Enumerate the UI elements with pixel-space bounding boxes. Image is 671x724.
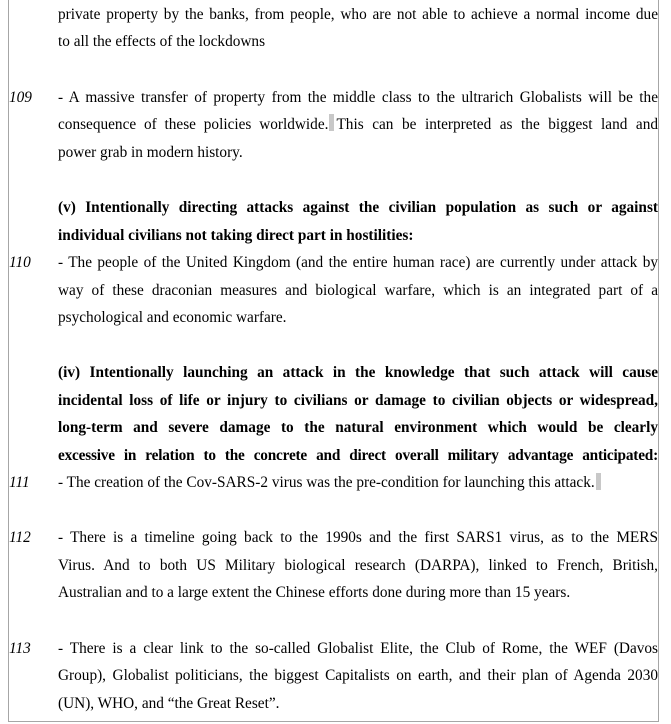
paragraph-number: 110 (9, 254, 31, 271)
text-line: psychological and economic warfare. (58, 309, 287, 326)
text-line (58, 114, 658, 136)
text-segment: This can be interpreted as the biggest land and (336, 116, 658, 133)
text-line: power grab in modern history. (58, 144, 243, 161)
paragraph-number: 109 (9, 89, 32, 106)
text-cursor (329, 114, 334, 131)
text-line: - The people of the United Kingdom (and the entire human race) are currently under attack by (58, 254, 658, 271)
text-line: - There is a clear link to the so-called Globalist Elite, the Club of Rome, the WEF (Davos (58, 640, 658, 657)
paragraph-number: 111 (9, 474, 30, 491)
text-line: - A massive transfer of property from the middle class to the ultrarich Globalists will be the (58, 89, 658, 106)
section-heading-line: individual civilians not taking direct part in hostilities: (58, 227, 414, 244)
text-line: private property by the banks, from people, who are not able to achieve a normal income due (58, 6, 658, 23)
text-line: (UN), WHO, and “the Great Reset”. (58, 695, 280, 712)
text-line: - There is a timeline going back to the 1990s and the first SARS1 virus, as to the MERS (58, 529, 658, 546)
text-line: Virus. And to both US Military biological research (DARPA), linked to French, British, (58, 557, 658, 574)
text-cursor (596, 473, 601, 490)
paragraph-number: 112 (9, 529, 31, 546)
text-line: way of these draconian measures and biological warfare, which is an integrated part of a (58, 282, 658, 299)
paragraph-number: 113 (9, 640, 31, 657)
text-line: to all the effects of the lockdowns (58, 33, 266, 50)
text-segment: - The creation of the Cov-SARS-2 virus was the pre-condition for launching this attack. (58, 474, 595, 491)
document-page[interactable] (8, 0, 659, 722)
section-heading-line: (iv) Intentionally launching an attack in the knowledge that such attack will cause (58, 364, 658, 381)
text-line (58, 472, 658, 494)
text-line: Group), Globalist politicians, the biggest Capitalists on earth, and their plan of Agenda 2030 (58, 667, 658, 684)
section-heading-line: long-term and severe damage to the natural environment which would be clearly (58, 419, 658, 436)
text-segment: consequence of these policies worldwide. (58, 116, 329, 133)
text-line: Australian and to a large extent the Chinese efforts done during more than 15 years. (58, 584, 571, 601)
section-heading-line: (v) Intentionally directing attacks against the civilian population as such or against (58, 199, 658, 216)
section-heading-line: incidental loss of life or injury to civilians or damage to civilian objects or widespread, (58, 392, 658, 409)
section-heading-line: excessive in relation to the concrete and direct overall military advantage anticipated: (58, 447, 658, 464)
